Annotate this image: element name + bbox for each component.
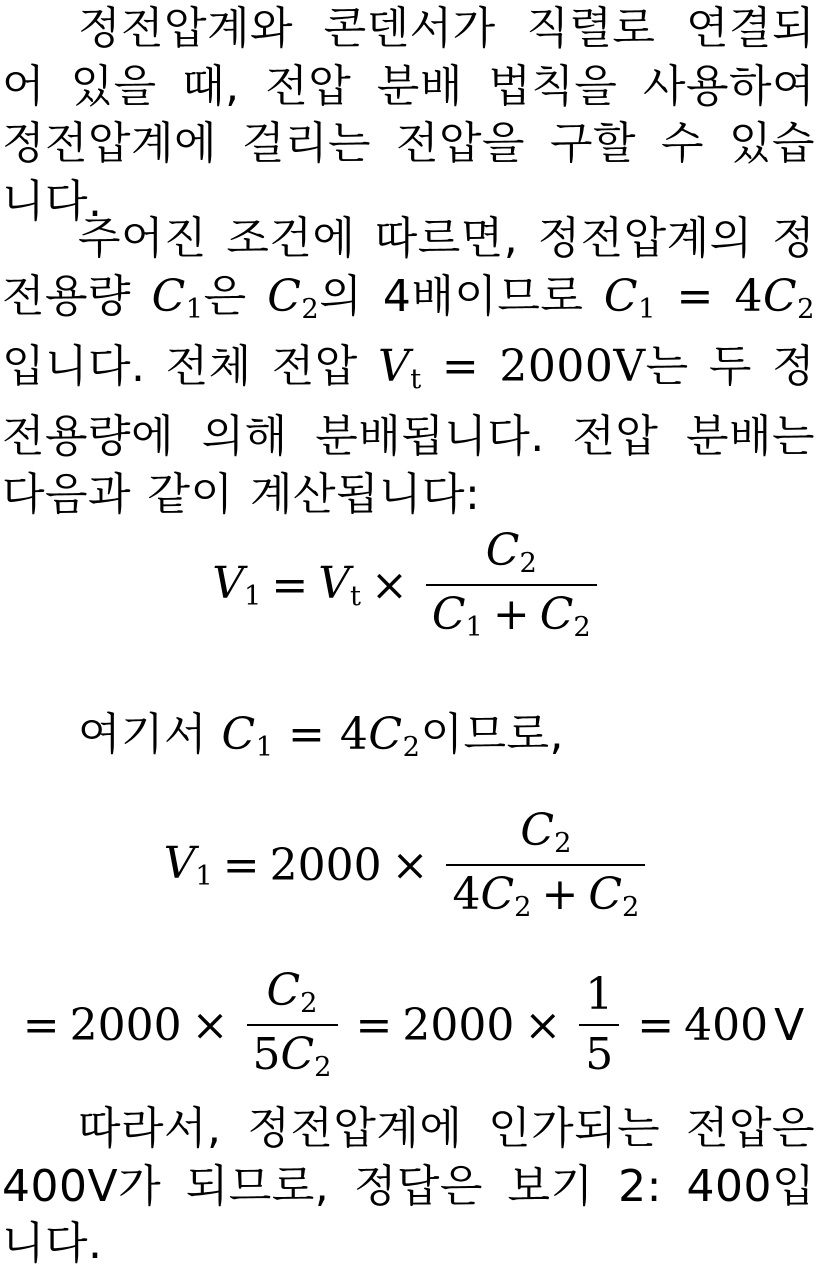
condition-text-1: 주어진 조건에 따르면, 정전압계의 정전용량 [2,213,815,322]
intro-paragraph [0,0,817,230]
fraction-2-numerator: $C_2$ [520,804,572,859]
c1-equals-4c2-2: $C_1 = 4C_2$ [221,709,421,763]
result-unit: V [774,999,805,1051]
value-2000-a: 2000 [69,999,182,1051]
simplified-formula [0,960,817,1090]
fraction-3 [247,964,338,1083]
times-sign: × [370,559,408,611]
fraction-denominator: $C_1 + C_2$ [426,584,597,642]
fraction-one-fifth-denominator: 5 [579,1024,619,1078]
c1-equals-4c2: $C_1 = 4C_2$ [603,270,815,325]
intro-text: 정전압계와 콘덴서가 직렬로 연결되어 있을 때, 전압 분배 법칙을 사용하여 정전압계에 걸리는 전압을 구할 수 있습니다. [2,3,815,227]
condition-paragraph [0,210,817,523]
equals-sign-5: = [637,999,675,1051]
fraction-numerator: $C_2$ [485,524,537,579]
condition-text-4: 입니다. 전체 전압 [2,340,358,392]
substituted-formula [0,800,817,930]
times-sign-3: × [191,999,229,1051]
equals-sign-3: = [22,999,60,1051]
times-sign-4: × [524,999,562,1051]
fraction-3-denominator: $5C_2$ [247,1024,338,1082]
voltage-divider-formula [0,520,817,650]
substitution-text-1: 여기서 [78,709,208,760]
total-voltage-value: 2000 [269,839,382,891]
condition-text-3: 의 4배이므로 [319,270,584,322]
value-2000-b: 2000 [402,999,515,1051]
conclusion-text: 따라서, 정전압계에 인가되는 전압은 400V가 되므로, 정답은 보기 2: 400입니다. [2,1103,815,1269]
fraction-2-denominator: $4C_2 + C_2$ [446,864,645,922]
equals-sign-2: = [222,839,260,891]
fraction [426,524,597,643]
total-voltage: $V_t = 2000V$ [377,340,646,395]
result-value: 400 [684,999,769,1051]
fraction-3-numerator: $C_2$ [266,964,318,1019]
substitution-text-2: 이므로, [420,709,564,760]
equals-sign: = [271,559,309,611]
condition-text-2: 은 [203,270,247,322]
condition-text-5: 는 두 정전용량에 의해 분배됩니다. 전압 분배는 다음과 같이 계산됩니다: [2,340,815,520]
substitution-line [0,706,817,776]
times-sign-2: × [391,839,429,891]
fraction-2 [446,804,645,923]
v1-symbol-2: $V_1$ [163,838,213,892]
equals-sign-4: = [355,999,393,1051]
v1-symbol: $V_1$ [212,558,262,612]
vt-symbol: $V_t$ [318,558,361,612]
fraction-one-fifth [579,968,619,1080]
c2-symbol: $C_2$ [267,270,320,325]
conclusion-paragraph [0,1100,817,1273]
fraction-one-fifth-numerator: 1 [585,968,614,1020]
c1-symbol: $C_1$ [151,270,204,325]
